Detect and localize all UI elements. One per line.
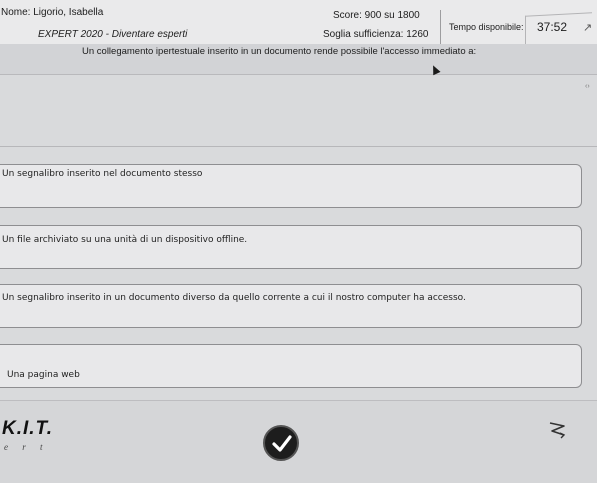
content-divider (0, 146, 597, 147)
answer-option-4-label: Una pagina web (7, 370, 80, 380)
answer-option-1-label: Un segnalibro inserito nel documento stesso (2, 169, 203, 179)
answer-option-3[interactable] (0, 284, 582, 328)
checkmark-icon (271, 433, 293, 455)
logo: K.I.T. (2, 418, 54, 439)
answer-option-4[interactable] (0, 344, 582, 388)
corner-arrow-icon: ↗ (583, 22, 593, 34)
answer-option-3-label: Un segnalibro inserito in un documento diverso da quello corrente a cui il nostro computer ha accesso. (2, 293, 466, 303)
question-text: Un collegamento ipertestuale inserito in un documento rende possibile l'accesso immediato a: (82, 46, 477, 57)
next-arrow-icon (546, 418, 568, 440)
header-divider (440, 10, 441, 44)
confirm-button[interactable] (263, 425, 299, 461)
exam-title: EXPERT 2020 - Diventare esperti (38, 29, 188, 40)
time-label: Tempo disponibile: (449, 22, 524, 32)
answer-option-2-label: Un file archiviato su una unità di un dispositivo offline. (2, 235, 248, 245)
score: Score: 900 su 1800 (333, 10, 420, 21)
time-remaining: 37:52 (537, 20, 568, 34)
scroll-hint-icon: ‹› (585, 83, 590, 90)
pass-threshold: Soglia sufficienza: 1260 (323, 29, 429, 40)
logo-subtitle: e r t (4, 442, 49, 452)
candidate-name: Nome: Ligorio, Isabella (1, 7, 104, 18)
answer-option-2[interactable] (0, 225, 582, 269)
next-question-button[interactable] (546, 418, 568, 440)
